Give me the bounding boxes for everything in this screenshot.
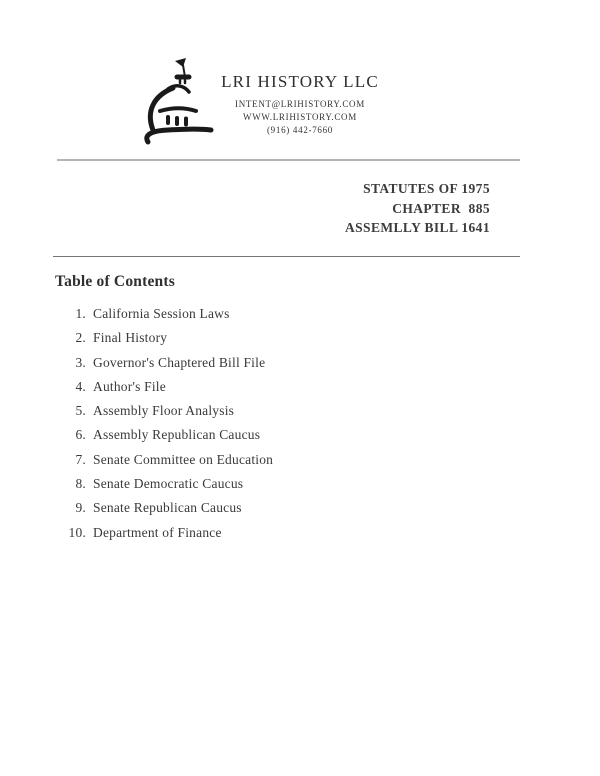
toc-item-number: 9.: [75, 500, 86, 516]
contact-phone: (916) 442-7660: [266, 125, 334, 135]
toc-item-number: 6.: [75, 427, 86, 443]
toc-item: [55, 476, 273, 500]
contact-website: WWW.LRIHISTORY.COM: [243, 112, 357, 122]
toc-item-number: 7.: [75, 451, 86, 467]
toc-heading: Table of Contents: [55, 273, 175, 290]
chapter-line: CHAPTER 885: [392, 200, 490, 216]
toc-item-number: 3.: [75, 354, 86, 370]
company-name: LRI HISTORY LLC: [221, 72, 379, 91]
statute-reference-block: [345, 179, 490, 238]
toc-item: [55, 500, 273, 524]
toc-item: [55, 330, 273, 354]
toc-item: [55, 427, 273, 451]
statutes-line: STATUTES OF 1975: [363, 181, 490, 196]
toc-item: [55, 379, 273, 403]
toc-item: [55, 403, 273, 427]
toc-item: [55, 306, 273, 330]
toc-item-number: 1.: [75, 306, 86, 321]
toc-item-label: California Session Laws: [93, 306, 230, 321]
toc-item-number: 8.: [75, 476, 86, 492]
contact-block: [0, 98, 600, 137]
contact-email: INTENT@LRIHISTORY.COM: [235, 99, 365, 109]
divider-top: [57, 159, 520, 161]
toc-item-number: 10.: [68, 524, 86, 540]
toc-item-label: Final History: [93, 330, 168, 346]
toc-item-label: Author's File: [93, 378, 166, 394]
toc-item: [55, 452, 273, 476]
assembly-bill-line: ASSEMLLY BILL 1641: [344, 220, 490, 235]
toc-item-label: Senate Democratic Caucus: [93, 476, 244, 492]
toc-item-label: Assembly Republican Caucus: [93, 427, 261, 443]
toc-item-label: Assembly Floor Analysis: [93, 403, 235, 419]
toc-item-number: 2.: [75, 330, 86, 346]
toc-item: [55, 525, 273, 549]
toc-item-label: Governor's Chaptered Bill File: [93, 354, 266, 370]
toc-item: [55, 355, 273, 379]
toc-item-number: 5.: [75, 403, 86, 419]
letterhead: [0, 72, 600, 137]
toc-item-label: Department of Finance: [93, 524, 222, 540]
toc-item-label: Senate Committee on Education: [93, 451, 274, 467]
toc-item-label: Senate Republican Caucus: [93, 500, 242, 516]
toc-list: [55, 306, 273, 549]
toc-item-number: 4.: [75, 378, 86, 394]
divider-bottom: [53, 256, 520, 257]
